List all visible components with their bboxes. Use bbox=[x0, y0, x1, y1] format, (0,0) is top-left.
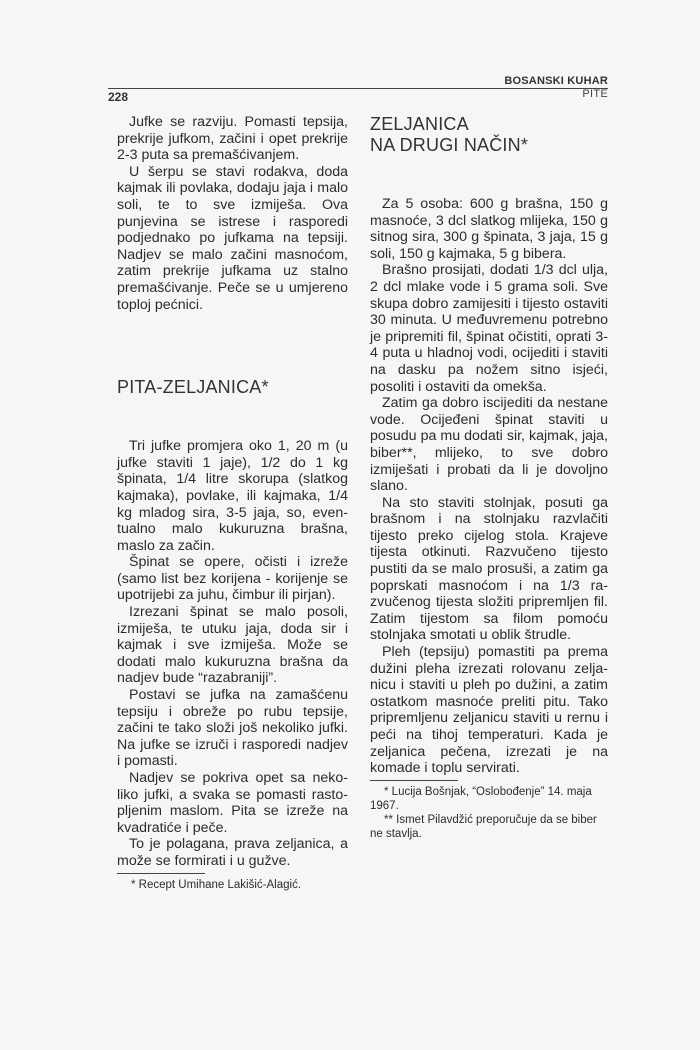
recipe-title-line-1: ZELJANICA bbox=[370, 114, 469, 134]
recipe-title bbox=[370, 114, 608, 156]
footnote-divider bbox=[117, 873, 205, 874]
paragraph: U šerpu se stavi rodakva, doda kajmak ili povlaka, dodaju jaja i malo soli, te to sve izmiješa. Ova punjevina se istrese i rasporedi podjednako po jufkama na tepsiji. Nadjev se malo začini masnoćom, zatim prekrije jufkama uz stalno premašćivanje. Peče se u umjereno toploj pećnici. bbox=[117, 163, 348, 313]
footnote: ** Ismet Pilavdžić preporučuje da se biber ne stavlja. bbox=[370, 813, 597, 840]
footnote: * Lucija Bošnjak, “Oslobođenje” 14. maja 1967. bbox=[370, 785, 592, 812]
paragraph: Izrezani špinat se malo posoli, izmiješa, te utuku jaja, doda sir i kajmak i sve izmiješa. Može se dodati malo kukuruzna brašna da nadjev bude “razabraniji”. bbox=[117, 604, 348, 687]
right-column bbox=[370, 114, 608, 841]
paragraph: Špinat se opere, očisti i izreže (samo list bez korijena - korijenje se upotrijebi za juhu, čimbur ili pirjan). bbox=[117, 554, 348, 604]
page-number: 228 bbox=[108, 90, 129, 104]
recipe-title-line-2: NA DRUGI NAČIN* bbox=[370, 135, 529, 155]
footnote-divider bbox=[370, 780, 458, 781]
ingredients-paragraph: Tri jufke promjera oko 1, 20 m (u jufke staviti 1 jaje), 1/2 do 1 kg špinata, 1/4 litre skorupa (slatkog kajmaka), povlake, ili kajmaka, 1/4 kg mladog sira, 3-5 jaja, so, eventualno malo kukuruzna brašna, maslo za začin. bbox=[117, 438, 348, 554]
paragraph: Zatim ga dobro iscijediti da nestane vode. Ocijeđeni špinat staviti u posudu pa mu dodati sir, kajmak, jaja, biber**, mlijeko, to sve dobro izmiješati i probati da li je dovoljno slano. bbox=[370, 395, 608, 495]
section-name: PITE bbox=[582, 88, 608, 100]
ingredients-paragraph: Za 5 osoba: 600 g brašna, 150 g masnoće, 3 dcl slatkog mlijeka, 150 g sitnog sira, 300 g špinata, 3 jaja, 15 g soli, 150 g kajmaka, 5 g bibera. bbox=[370, 196, 608, 262]
paragraph: To je polagana, prava zeljanica, a može se formirati i u gužve. bbox=[117, 836, 348, 869]
recipe-title: PITA-ZELJANICA* bbox=[117, 377, 269, 398]
paragraph: Nadjev se pokriva opet sa nekoliko jufki, a svaka se pomasti rastopljenim maslom. Pita se izreže na kvadratiće i peče. bbox=[117, 770, 348, 836]
paragraph: Jufke se razviju. Pomasti tepsija, prekrije jufkom, začini i opet prekrije 2-3 puta sa premašćivanjem. bbox=[117, 114, 348, 164]
paragraph: Brašno prosijati, dodati 1/3 dcl ulja, 2 dcl mlake vode i 5 grama soli. Sve skupa dobro zamijesiti i tijesto ostaviti 30 minuta. U međuvremenu potrebno je pripremiti fil, špinat očistiti, oprati 3-4 puta u hladnoj vodi, ocijediti i staviti na dasku pa nožem sitno isjeći, posoliti i ostaviti da omekša. bbox=[370, 262, 608, 395]
paragraph: Pleh (tepsiju) pomastiti pa prema dužini pleha izrezati rolovanu zeljanicu i staviti u pleh po dužini, a zatim ostatkom masnoće preliti pitu. Tako pripremljenu zeljanicu staviti u rernu i peći na tihoj temperaturi. Kada je zeljanica pečena, izrezati je na komade i toplu servirati. bbox=[370, 644, 608, 777]
header-divider bbox=[108, 88, 608, 89]
book-title: BOSANSKI KUHAR bbox=[504, 75, 608, 87]
paragraph: Na sto staviti stolnjak, posuti ga brašnom i na stolnjaku razvlačiti tijesto preko cijelog stola. Krajeve tijesta otkinuti. Razvučeno tijesto pustiti da se malo prosuši, a zatim ga poprskati masnoćom i na 1/3 razvučenog tijesta složiti pripremljen fil. Zatim tijestom sa filom pomoću stolnjaka smotati u oblik štrudle. bbox=[370, 494, 608, 644]
left-column bbox=[117, 114, 348, 892]
footnote: * Recept Umihane Lakišić-Alagić. bbox=[131, 878, 302, 891]
paragraph: Postavi se jufka na zamašćenu tepsiju i obreže po rubu tepsije, začini te tako složi još nekoliko jufki. Na jufke se izruči i rasporedi nadjev i pomasti. bbox=[117, 687, 348, 770]
